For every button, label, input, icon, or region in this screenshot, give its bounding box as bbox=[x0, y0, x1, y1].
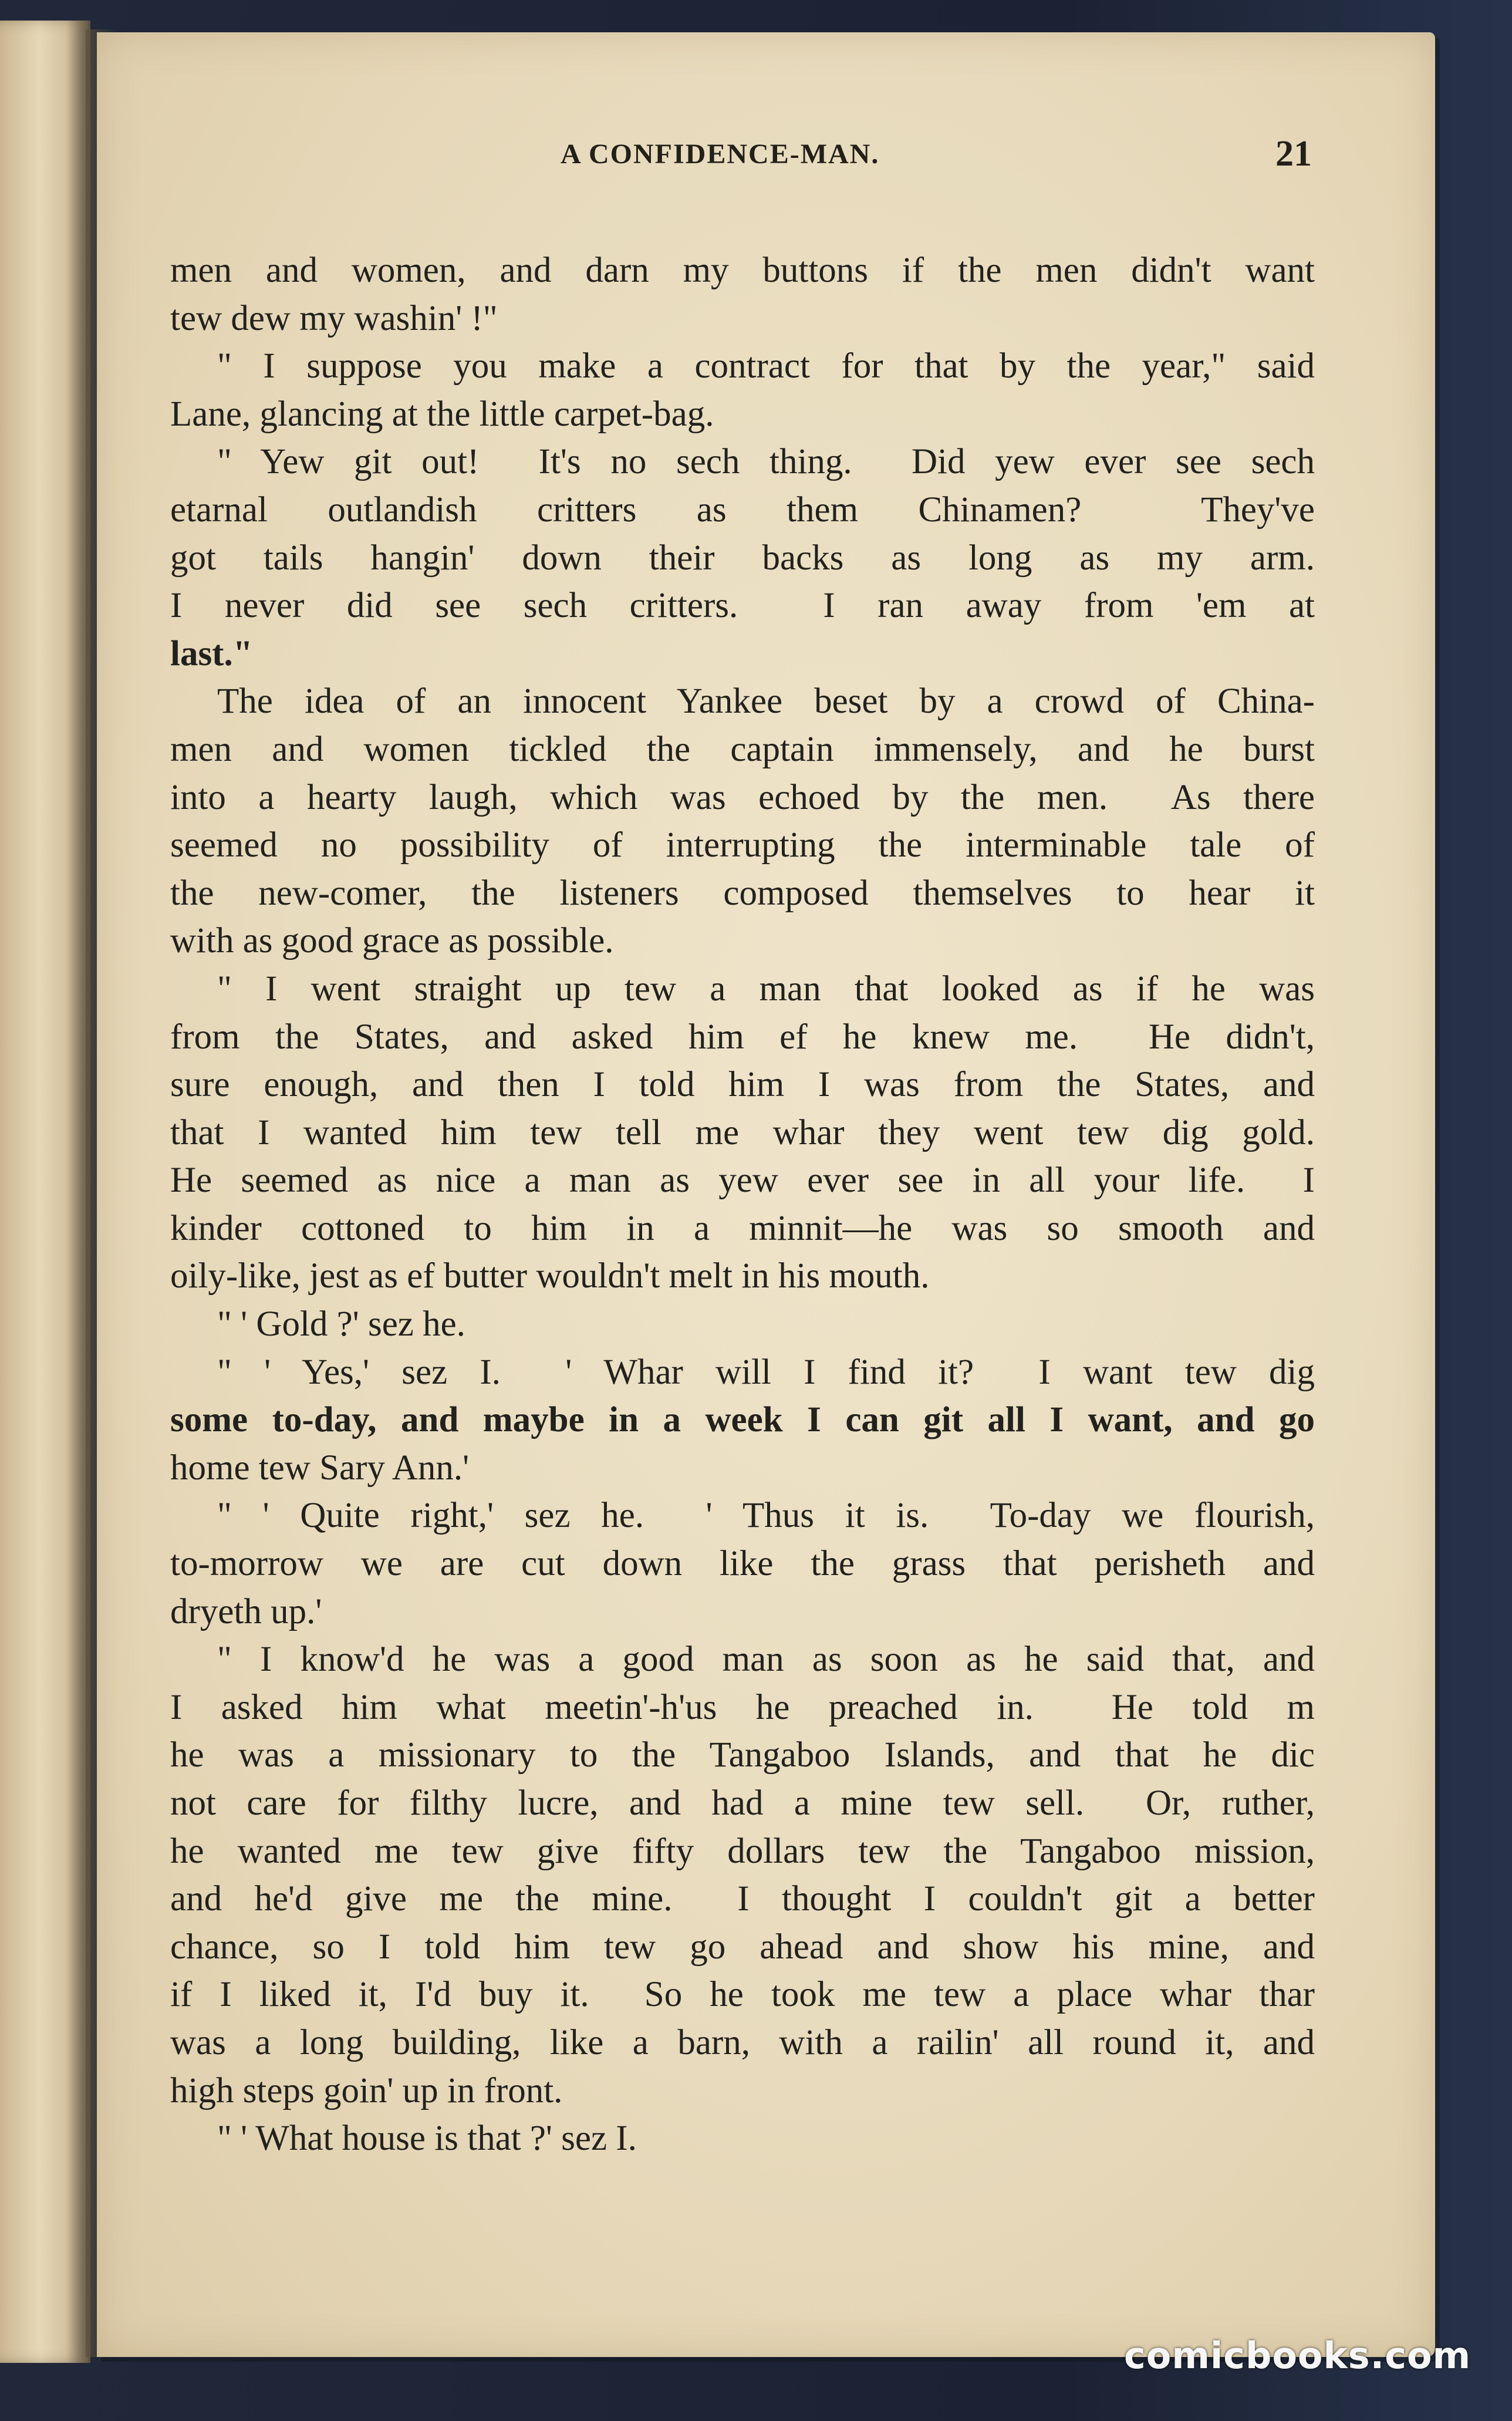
text-line: into a hearty laugh, which was echoed by the men. As there bbox=[170, 777, 1315, 817]
text-line: and he'd give me the mine. I thought I couldn't git a better bbox=[170, 1879, 1315, 1919]
text-line: men and women tickled the captain immensely, and he burst bbox=[170, 729, 1315, 769]
text-line: to-morrow we are cut down like the grass that perisheth and bbox=[170, 1544, 1315, 1584]
text-line: from the States, and asked him ef he knew me. He didn't, bbox=[170, 1017, 1315, 1057]
text-line: high steps goin' up in front. bbox=[170, 2071, 563, 2110]
text-line: he wanted me tew give fifty dollars tew the Tangaboo mission, bbox=[170, 1831, 1315, 1871]
text-line: dryeth up.' bbox=[170, 1591, 322, 1631]
text-line: I asked him what meetin'-h'us he preached in. He told m bbox=[170, 1687, 1315, 1727]
running-head bbox=[467, 134, 1312, 175]
text-line: the new-comer, the listeners composed themselves to hear it bbox=[170, 873, 1315, 913]
text-line: some to-day, and maybe in a week I can git all I want, and go bbox=[170, 1400, 1315, 1440]
text-line: " I know'd he was a good man as soon as he said that, and bbox=[217, 1640, 1315, 1680]
text-line: The idea of an innocent Yankee beset by a crowd of China- bbox=[217, 682, 1315, 721]
text-line: oily-like, jest as ef butter wouldn't melt in his mouth. bbox=[170, 1256, 930, 1296]
text-line: " I went straight up tew a man that looked as if he was bbox=[217, 969, 1315, 1009]
text-line: that I wanted him tew tell me whar they went tew dig gold. bbox=[170, 1112, 1315, 1152]
text-line: last." bbox=[170, 633, 253, 673]
page-number: 21 bbox=[1275, 134, 1312, 174]
text-line: with as good grace as possible. bbox=[170, 921, 614, 961]
text-line: if I liked it, I'd buy it. So he took me tew a place whar thar bbox=[170, 1975, 1315, 2015]
text-line: tew dew my washin' !" bbox=[170, 298, 498, 338]
left-page-edge bbox=[0, 21, 90, 2363]
text-line: Lane, glancing at the little carpet-bag. bbox=[170, 394, 714, 434]
text-line: not care for filthy lucre, and had a mine tew sell. Or, ruther, bbox=[170, 1783, 1315, 1823]
text-line: " ' Yes,' sez I. ' Whar will I find it? I want tew dig bbox=[217, 1352, 1315, 1392]
text-line: kinder cottoned to him in a minnit—he was so smooth and bbox=[170, 1208, 1315, 1248]
running-title: A CONFIDENCE-MAN. bbox=[561, 139, 880, 170]
text-line: chance, so I told him tew go ahead and show his mine, and bbox=[170, 1927, 1315, 1967]
text-line: I never did see sech critters. I ran away from 'em at bbox=[170, 586, 1315, 626]
site-watermark: comicbooks.com bbox=[1124, 2334, 1472, 2377]
text-line: he was a missionary to the Tangaboo Islands, and that he dic bbox=[170, 1735, 1315, 1775]
body-text bbox=[170, 247, 1315, 2163]
text-line: He seemed as nice a man as yew ever see in all your life. I bbox=[170, 1161, 1315, 1201]
text-line: men and women, and darn my buttons if the men didn't want bbox=[170, 251, 1315, 290]
text-line: seemed no possibility of interrupting the interminable tale of bbox=[170, 825, 1315, 865]
text-line: got tails hangin' down their backs as long as my arm. bbox=[170, 538, 1315, 578]
text-line: " ' Gold ?' sez he. bbox=[217, 1304, 465, 1344]
text-line: " ' Quite right,' sez he. ' Thus it is. To-day we flourish, bbox=[217, 1496, 1315, 1536]
text-line: " I suppose you make a contract for that by the year," said bbox=[217, 346, 1315, 386]
text-line: was a long building, like a barn, with a railin' all round it, and bbox=[170, 2022, 1315, 2062]
text-line: sure enough, and then I told him I was from the States, and bbox=[170, 1065, 1315, 1105]
text-line: " Yew git out! It's no sech thing. Did yew ever see sech bbox=[217, 442, 1315, 482]
text-line: etarnal outlandish critters as them Chinamen? They've bbox=[170, 490, 1315, 530]
text-line: home tew Sary Ann.' bbox=[170, 1448, 470, 1488]
text-line: " ' What house is that ?' sez I. bbox=[217, 2119, 637, 2159]
